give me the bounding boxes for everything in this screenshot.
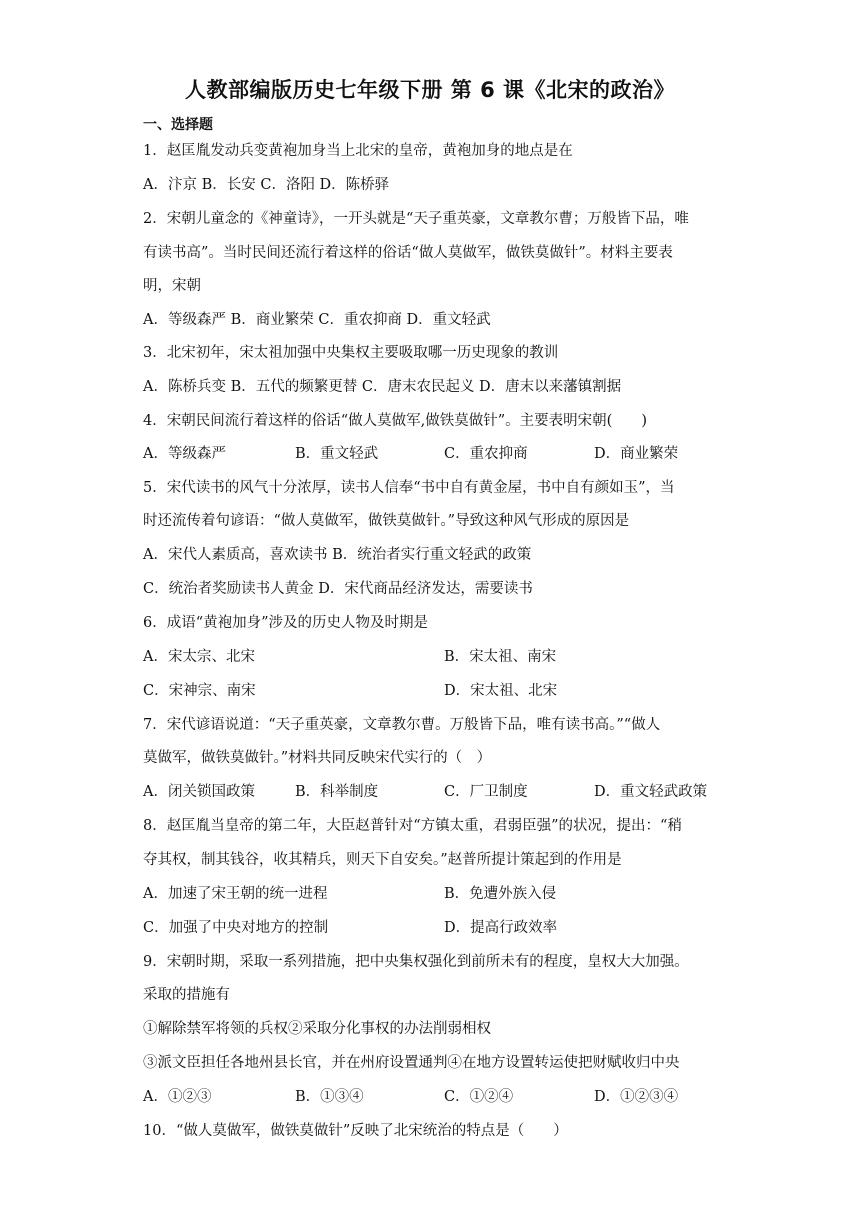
- question-8-option-d: D．提高行政效率: [444, 920, 558, 936]
- question-7-option-d: D．重文轻武政策: [594, 784, 708, 800]
- question-7-stem-line-2: 莫做军，做铁莫做针。”材料共同反映宋代实行的（ ）: [143, 750, 492, 766]
- question-4-option-a: A．等级森严: [143, 446, 226, 462]
- question-5-stem-line-1: 5．宋代读书的风气十分浓厚，读书人信奉“书中自有黄金屋，书中自有颜如玉”，当: [143, 480, 675, 496]
- question-9-option-c: C．①②④: [444, 1089, 514, 1105]
- question-3-options: A．陈桥兵变 B．五代的频繁更替 C．唐末农民起义 D．唐末以来藩镇割据: [143, 379, 622, 395]
- question-5-stem-line-2: 时还流传着句谚语：“做人莫做军，做铁莫做针。”导致这种风气形成的原因是: [143, 513, 630, 529]
- question-6-stem: 6．成语“黄袍加身”涉及的历史人物及时期是: [143, 615, 429, 631]
- question-6-option-c: C．宋神宗、南宋: [143, 683, 256, 699]
- question-8-stem-line-2: 夺其权，制其钱谷，收其精兵，则天下自安矣。”赵普所提计策起到的作用是: [143, 852, 622, 868]
- question-9-option-a: A．①②③: [143, 1089, 212, 1105]
- question-6-option-a: A．宋太宗、北宋: [143, 649, 255, 665]
- question-2-stem-line-1: 2．宋朝儿童念的《神童诗》，一开头就是“天子重英豪，文章教尔曹；万般皆下品，唯: [143, 211, 689, 227]
- question-2-stem-line-2: 有读书高”。当时民间还流行着这样的俗话“做人莫做军，做铁莫做针”。材料主要表: [143, 245, 673, 261]
- question-8-option-b: B．免遭外族入侵: [444, 886, 557, 902]
- question-4-stem: 4．宋朝民间流行着这样的俗话“做人莫做军,做铁莫做针”。主要表明宋朝( ): [143, 413, 647, 429]
- question-9-option-b: B．①③④: [295, 1089, 364, 1105]
- question-4-option-b: B．重文轻武: [295, 446, 379, 462]
- question-7-option-c: C．厂卫制度: [444, 784, 528, 800]
- question-1-options: A．汴京 B．长安 C．洛阳 D．陈桥驿: [143, 177, 390, 193]
- section-heading: 一、选择题: [143, 117, 213, 133]
- question-4-option-c: C．重农抑商: [444, 446, 528, 462]
- question-7-option-b: B．科举制度: [295, 784, 379, 800]
- question-2-stem-line-3: 明，宋朝: [143, 278, 201, 294]
- question-8-option-a: A．加速了宋王朝的统一进程: [143, 886, 328, 902]
- question-6-option-b: B．宋太祖、南宋: [444, 649, 557, 665]
- page-title: 人教部编版历史七年级下册 第 6 课《北宋的政治》: [184, 78, 676, 102]
- question-9-option-d: D．①②③④: [594, 1089, 679, 1105]
- question-10-stem: 10．“做人莫做军，做铁莫做针”反映了北宋统治的特点是（ ）: [143, 1123, 568, 1139]
- question-4-option-d: D．商业繁荣: [594, 446, 679, 462]
- question-9-stem-line-1: 9．宋朝时期，采取一系列措施，把中央集权强化到前所未有的程度，皇权大大加强。: [143, 954, 689, 970]
- question-7-stem-line-1: 7．宋代谚语说道：“天子重英豪，文章教尔曹。万般皆下品，唯有读书高。”“做人: [143, 717, 661, 733]
- question-5-options-cd: C．统治者奖励读书人黄金 D．宋代商品经济发达，需要读书: [143, 581, 533, 597]
- question-2-options: A．等级森严 B．商业繁荣 C．重农抑商 D．重文轻武: [143, 312, 491, 328]
- question-9-stem-line-2: 采取的措施有: [143, 987, 230, 1003]
- question-7-option-a: A．闭关锁国政策: [143, 784, 255, 800]
- question-5-options-ab: A．宋代人素质高，喜欢读书 B．统治者实行重文轻武的政策: [143, 547, 532, 563]
- question-9-items-3-4: ③派文臣担任各地州县长官，并在州府设置通判④在地方设置转运使把财赋收归中央: [143, 1055, 680, 1071]
- question-8-stem-line-1: 8．赵匡胤当皇帝的第二年，大臣赵普针对“方镇太重，君弱臣强”的状况，提出：“稍: [143, 818, 682, 834]
- question-1-stem: 1．赵匡胤发动兵变黄袍加身当上北宋的皇帝，黄袍加身的地点是在: [143, 143, 573, 159]
- question-9-items-1-2: ①解除禁军将领的兵权②采取分化事权的办法削弱相权: [143, 1021, 491, 1037]
- question-8-option-c: C．加强了中央对地方的控制: [143, 920, 329, 936]
- question-3-stem: 3．北宋初年，宋太祖加强中央集权主要吸取哪一历史现象的教训: [143, 345, 559, 361]
- question-6-option-d: D．宋太祖、北宋: [444, 683, 558, 699]
